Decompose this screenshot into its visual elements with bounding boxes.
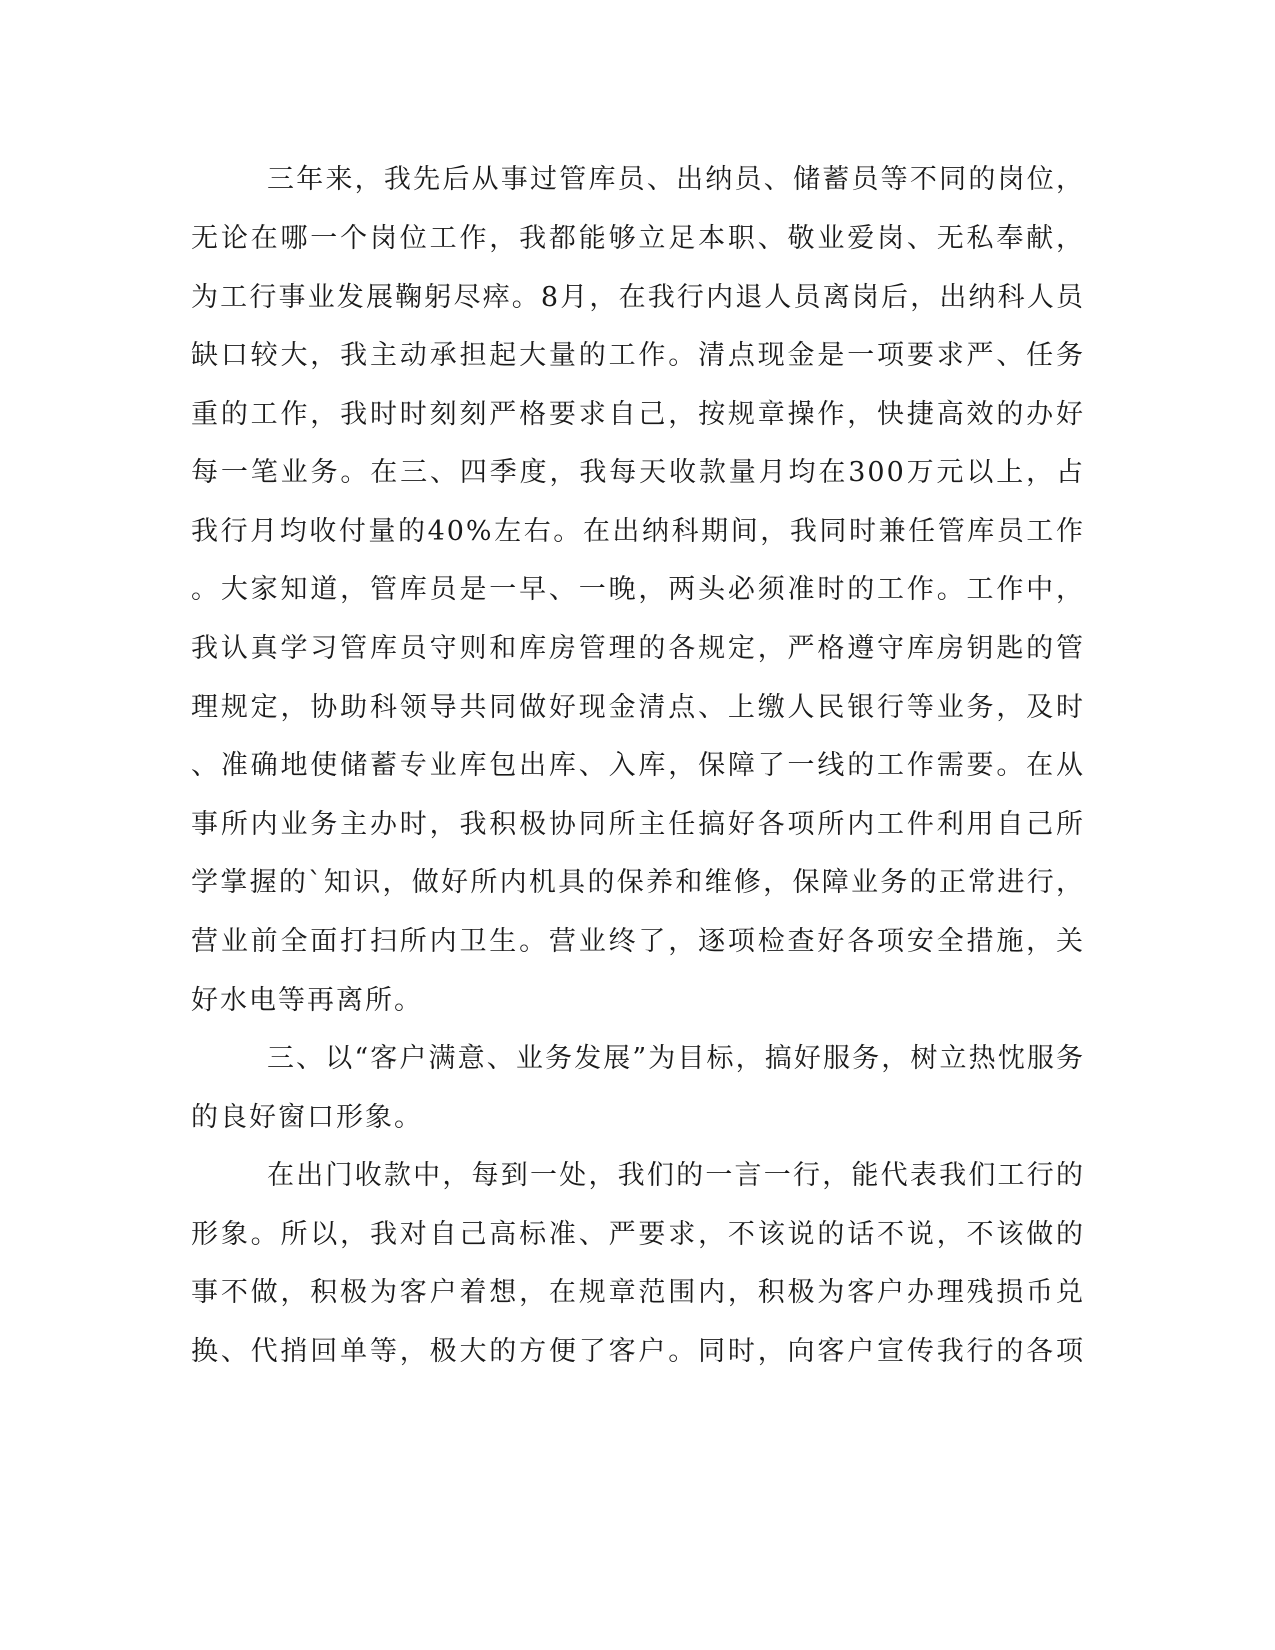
paragraph-line: 无论在哪一个岗位工作，我都能够立足本职、敬业爱岗、无私奉献， bbox=[191, 223, 1085, 254]
paragraph-line: 我认真学习管库员守则和库房管理的各规定，严格遵守库房钥匙的管 bbox=[191, 633, 1085, 664]
paragraph-line: 形象。所以，我对自己高标准、严要求，不该说的话不说，不该做的 bbox=[191, 1219, 1085, 1250]
paragraph-line: 理规定，协助科领导共同做好现金清点、上缴人民银行等业务，及时 bbox=[191, 692, 1085, 723]
paragraph-line: 三年来，我先后从事过管库员、出纳员、储蓄员等不同的岗位， bbox=[267, 164, 1085, 195]
paragraph-line: 事不做，积极为客户着想，在规章范围内，积极为客户办理残损币兑 bbox=[191, 1277, 1085, 1308]
paragraph-line: 。大家知道，管库员是一早、一晚，两头必须准时的工作。工作中， bbox=[191, 574, 1085, 605]
paragraph-line: 为工行事业发展鞠躬尽瘁。8月，在我行内退人员离岗后，出纳科人员 bbox=[191, 282, 1085, 313]
paragraph-line: 我行月均收付量的40%左右。在出纳科期间，我同时兼任管库员工作 bbox=[191, 516, 1085, 547]
paragraph-line: 事所内业务主办时，我积极协同所主任搞好各项所内工件利用自己所 bbox=[191, 809, 1085, 840]
paragraph-line: 在出门收款中，每到一处，我们的一言一行，能代表我们工行的 bbox=[267, 1160, 1085, 1191]
paragraph-line: 营业前全面打扫所内卫生。营业终了，逐项检查好各项安全措施，关 bbox=[191, 926, 1085, 957]
paragraph-line: 每一笔业务。在三、四季度，我每天收款量月均在300万元以上，占 bbox=[191, 457, 1085, 488]
section-heading-line: 的良好窗口形象。 bbox=[191, 1102, 423, 1133]
paragraph-line: 重的工作，我时时刻刻严格要求自己，按规章操作，快捷高效的办好 bbox=[191, 399, 1085, 430]
paragraph-line: 缺口较大，我主动承担起大量的工作。清点现金是一项要求严、任务 bbox=[191, 340, 1085, 371]
paragraph-line: 学掌握的`知识，做好所内机具的保养和维修，保障业务的正常进行， bbox=[191, 867, 1085, 898]
section-heading-line: 三、以“客户满意、业务发展”为目标，搞好服务，树立热忱服务 bbox=[267, 1043, 1085, 1074]
paragraph-line: 、准确地使储蓄专业库包出库、入库，保障了一线的工作需要。在从 bbox=[191, 750, 1085, 781]
paragraph-line: 好水电等再离所。 bbox=[191, 985, 423, 1016]
paragraph-line: 换、代捎回单等，极大的方便了客户。同时，向客户宣传我行的各项 bbox=[191, 1336, 1085, 1367]
